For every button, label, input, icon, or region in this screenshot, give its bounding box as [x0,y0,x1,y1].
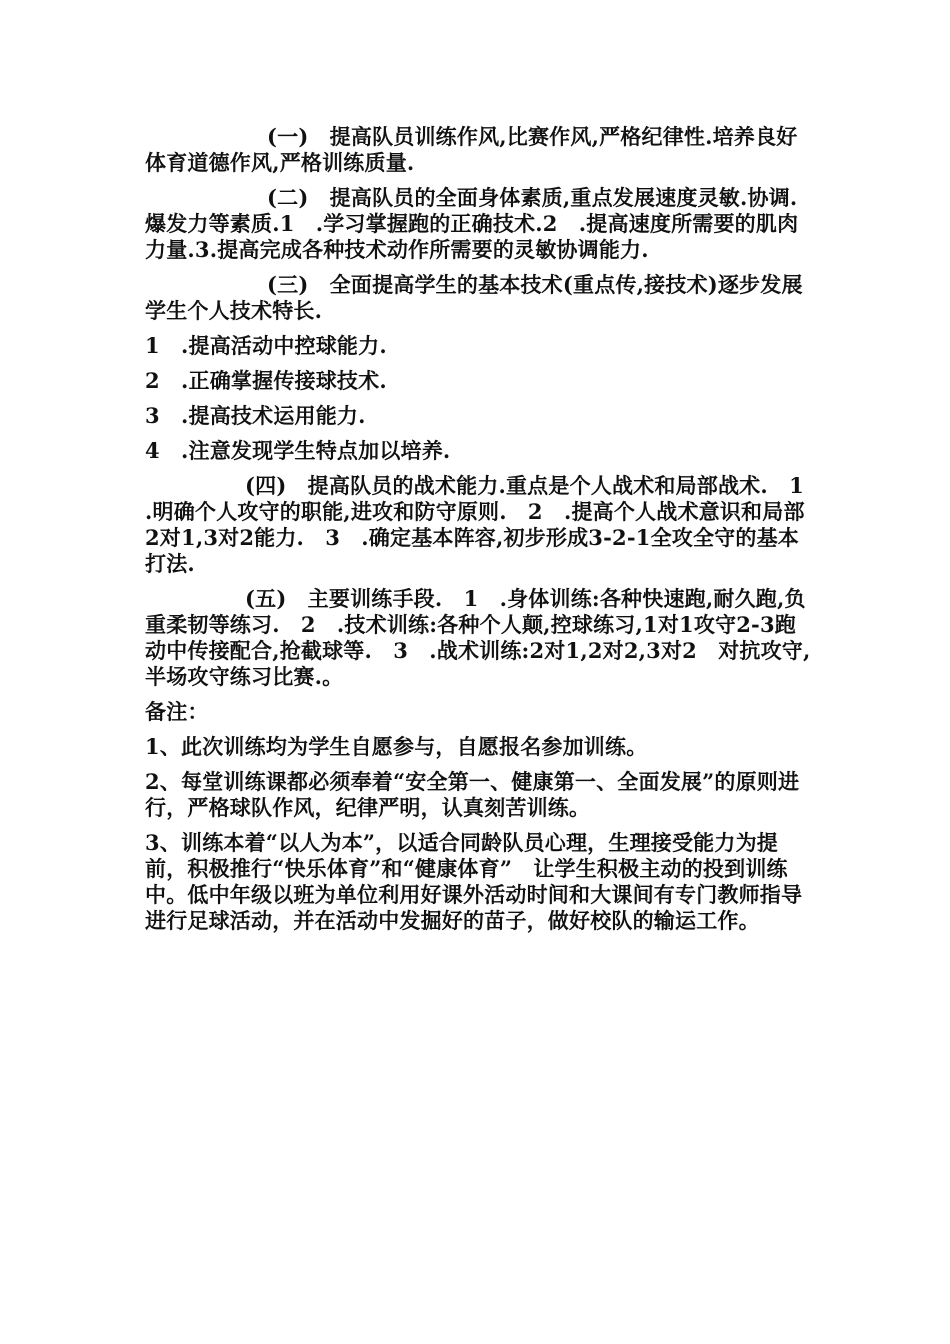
section-5: (五) 主要训练手段. 1 .身体训练:各种快速跑,耐久跑,负重柔韧等练习. 2 .技术训练:各种个人颠,控球练习,1对1攻守2-3跑动中传接配合,抢截球等. 3 .战术训练:2对1,2对2,3对2 对抗攻守,半场攻守练习比赛.。 [145,586,811,689]
list-item-2: 2 .正确掌握传接球技术. [145,368,387,393]
list-item-3: 3 .提高技术运用能力. [145,403,366,428]
list-item-4: 4 .注意发现学生特点加以培养. [145,438,451,463]
section-2: (二) 提高队员的全面身体素质,重点发展速度灵敏.协调.爆发力等素质.1 .学习掌握跑的正确技术.2 .提高速度所需要的肌肉力量.3.提高完成各种技术动作所需要的灵敏协调能力. [145,185,799,262]
notes-heading: 备注： [145,699,209,724]
list-item-1: 1 .提高活动中控球能力. [145,333,387,358]
note-1: 1、此次训练均为学生自愿参与，自愿报名参加训练。 [145,734,648,759]
note-3: 3、训练本着“以人为本”，以适合同龄队员心理，生理接受能力为提前，积极推行“快乐体育”和“健康体育” 让学生积极主动的投到训练中。低中年级以班为单位利用好课外活动时间和大课间有专门教师指导进行足球活动，并在活动中发掘好的苗子，做好校队的输运工作。 [145,830,803,933]
section-3: (三) 全面提高学生的基本技术(重点传,接技术)逐步发展学生个人技术特长. [145,272,803,323]
note-2: 2、每堂训练课都必须奉着“安全第一、健康第一、全面发展”的原则进行，严格球队作风，纪律严明，认真刻苦训练。 [145,769,800,820]
document-page [145,124,826,943]
section-4: (四) 提高队员的战术能力.重点是个人战术和局部战术. 1 .明确个人攻守的职能,进攻和防守原则. 2 .提高个人战术意识和局部2对1,3对2能力. 3 .确定基本阵容,初步形成3-2-1全攻全守的基本打法. [145,473,826,576]
section-1: (一) 提高队员训练作风,比赛作风,严格纪律性.培养良好体育道德作风,严格训练质量. [145,124,798,175]
